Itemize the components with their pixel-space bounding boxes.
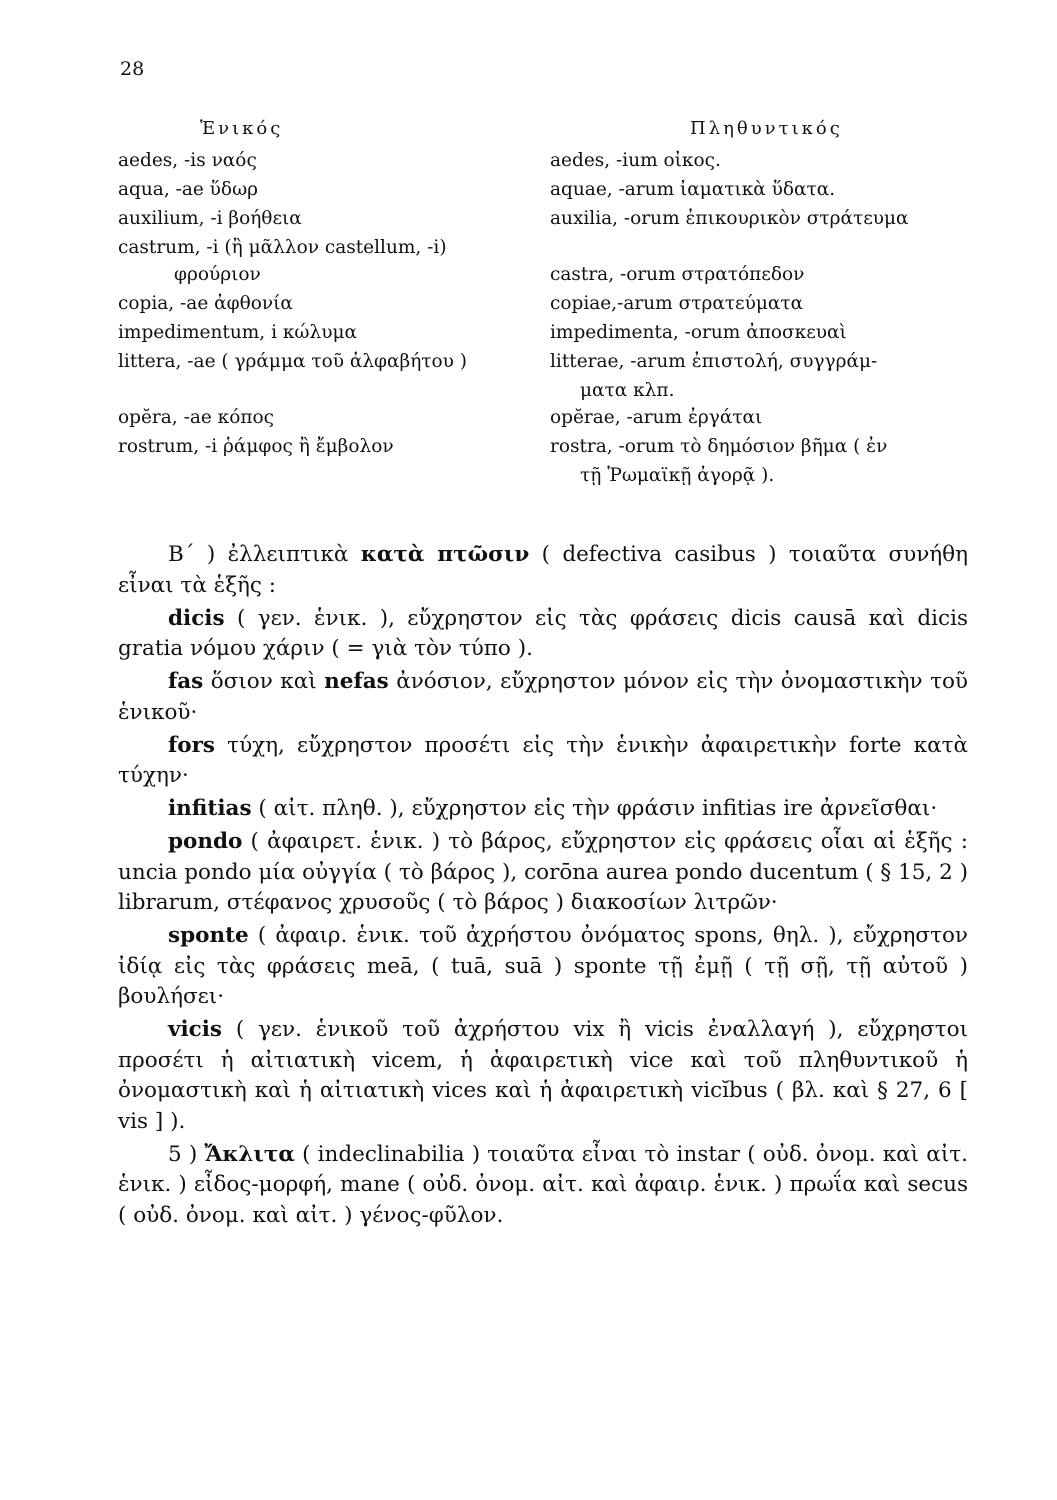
- bold-term: pondo: [168, 829, 243, 854]
- plural-cell: litterae, -arum ἐπιστολή, συγγράμ-: [550, 351, 878, 372]
- table-row: [118, 208, 978, 237]
- bold-term: infitias: [168, 796, 252, 821]
- singular-cell: rostrum, -i ῥάμφος ἢ ἔμβολον: [118, 436, 394, 457]
- bold-term: nefas: [324, 669, 389, 694]
- singular-cell: opĕra, -ae κόπος: [118, 407, 275, 428]
- text-run: 5 ): [168, 1141, 205, 1167]
- text-run: ( defectiva casibus ) τοιαῦτα συνήθη εἶναι τὰ ἑξῆς :: [118, 542, 968, 598]
- singular-cell: auxilium, -i βοήθεια: [118, 208, 302, 229]
- text-run: ( ἀφαιρ. ἑνικ. τοῦ ἀχρήστου ὀνόματος spons, θηλ. ), εὔχρηστον ἰδίᾳ εἰς τὰς φράσεις meā, ( tuā, suā ) sponte τῇ ἐμῇ ( τῇ σῇ, τῇ αὐτοῦ ) βουλήσει·: [118, 923, 968, 1009]
- bold-term: κατὰ πτῶσιν: [360, 542, 530, 567]
- paragraph-infitias: [118, 794, 968, 825]
- text-run: ὅσιον καὶ: [203, 669, 325, 694]
- plural-cell: τῇ Ῥωμαϊκῇ ἀγορᾷ ).: [580, 465, 775, 486]
- plural-cell: castra, -orum στρατόπεδον: [550, 264, 805, 285]
- text-run: ( γεν. ἑνικ. ), εὔχρηστον εἰς τὰς φράσεις dicis causā καὶ dicis gratia νόμου χάριν ( = γιὰ τὸν τύπο ).: [118, 605, 968, 661]
- table-row: [118, 293, 978, 322]
- paragraph-defectiva-casibus: [118, 540, 968, 601]
- table-row: [118, 322, 978, 351]
- paragraph-indeclinabilia: [118, 1140, 968, 1232]
- paragraph-vicis: [118, 1015, 968, 1137]
- text-run: τύχη, εὔχρηστον προσέτι εἰς τὴν ἑνικὴν ἀφαιρετικὴν forte κατὰ τύχην·: [118, 732, 968, 788]
- plural-cell: rostra, -orum τὸ δημόσιον βῆμα ( ἐν: [550, 436, 888, 457]
- table-row: [118, 264, 978, 293]
- paragraph-fors: [118, 731, 968, 792]
- table-row: [118, 351, 978, 380]
- table-row: [118, 436, 978, 465]
- page-number: 28: [120, 58, 145, 80]
- bold-term: Ἄκλιτα: [204, 1141, 295, 1167]
- singular-cell: castrum, -i (ἢ μᾶλλον castellum, -i): [118, 237, 447, 258]
- text-run: ( αἰτ. πληθ. ), εὔχρηστον εἰς τὴν φράσιν infitias ire ἀρνεῖσθαι·: [251, 796, 938, 821]
- plural-cell: auxilia, -orum ἐπικουρικὸν στράτευμα: [550, 208, 909, 229]
- singular-cell: copia, -ae ἀφθονία: [118, 293, 293, 314]
- plural-cell: impedimenta, -orum ἀποσκευαὶ: [550, 322, 847, 343]
- singular-cell: littera, -ae ( γράμμα τοῦ ἀλφαβήτου ): [118, 351, 467, 372]
- table-row: [118, 407, 978, 436]
- text-run: Β΄ ) ἐλλειπτικὰ: [168, 542, 361, 567]
- text-run: ( ἀφαιρετ. ἑνικ. ) τὸ βάρος, εὔχρηστον εἰς φράσεις οἷαι αἱ ἑξῆς : uncia pondo μία οὐγγία ( τὸ βάρος ), corōna aurea pondo ducentum ( § 15, 2 ) librarum, στέφανος χρυσοῦς ( τὸ βάρος ) διακοσίων λιτρῶν·: [118, 829, 968, 915]
- bold-term: dicis: [168, 605, 225, 631]
- column-header-singular: Ἑνικός: [200, 118, 284, 139]
- bold-term: fors: [168, 732, 216, 758]
- paragraph-sponte: [118, 921, 968, 1013]
- bold-term: sponte: [168, 923, 249, 948]
- column-header-plural: Πληθυντικός: [690, 118, 843, 139]
- table-row: [118, 237, 978, 264]
- paragraph-dicis: [118, 604, 968, 665]
- plural-cell: ματα κλπ.: [580, 380, 675, 401]
- plural-cell: aquae, -arum ἰαματικὰ ὕδατα.: [550, 179, 836, 200]
- table-row: [118, 380, 978, 407]
- declension-table: [118, 150, 978, 494]
- singular-cell: φρούριον: [174, 264, 261, 285]
- table-row: [118, 465, 978, 494]
- singular-cell: aedes, -is ναός: [118, 150, 257, 171]
- text-run: ( γεν. ἑνικοῦ τοῦ ἀχρήστου vix ἢ vicis ἐναλλαγή ), εὔχρηστοι προσέτι ἡ αἰτιατικὴ vicem, ἡ ἀφαιρετικὴ vice καὶ τοῦ πληθυντικοῦ ἡ ὀνομαστικὴ καὶ ἡ αἰτιατικὴ vices καὶ ἡ ἀφαιρετικὴ vicĭbus ( βλ. καὶ § 27, 6 [ vis ] ).: [118, 1017, 968, 1134]
- text-run: ἀνόσιον, εὔχρηστον μόνον εἰς τὴν ὀνομαστικὴν τοῦ ἑνικοῦ·: [118, 669, 968, 725]
- table-row: [118, 179, 978, 208]
- table-row: [118, 150, 978, 179]
- plural-cell: aedes, -ium οἶκος.: [550, 150, 721, 171]
- bold-term: fas: [168, 669, 204, 694]
- singular-cell: aqua, -ae ὕδωρ: [118, 179, 259, 200]
- plural-cell: copiae,-arum στρατεύματα: [550, 293, 804, 314]
- paragraph-fas: [118, 667, 968, 728]
- plural-cell: opĕrae, -arum ἐργάται: [550, 407, 763, 428]
- bold-term: vicis: [168, 1017, 223, 1042]
- body-text: [118, 540, 968, 1231]
- paragraph-pondo: [118, 827, 968, 919]
- singular-cell: impedimentum, i κώλυμα: [118, 322, 358, 343]
- text-run: ( indeclinabilia ) τοιαῦτα εἶναι τὸ instar ( οὐδ. ὀνομ. καὶ αἰτ. ἑνικ. ) εἶδος-μορφή, mane ( οὐδ. ὀνομ. αἰτ. καὶ ἀφαιρ. ἑνικ. ) πρωΐα καὶ secus ( οὐδ. ὀνομ. καὶ αἰτ. ) γένος-φῦλον.: [118, 1141, 968, 1228]
